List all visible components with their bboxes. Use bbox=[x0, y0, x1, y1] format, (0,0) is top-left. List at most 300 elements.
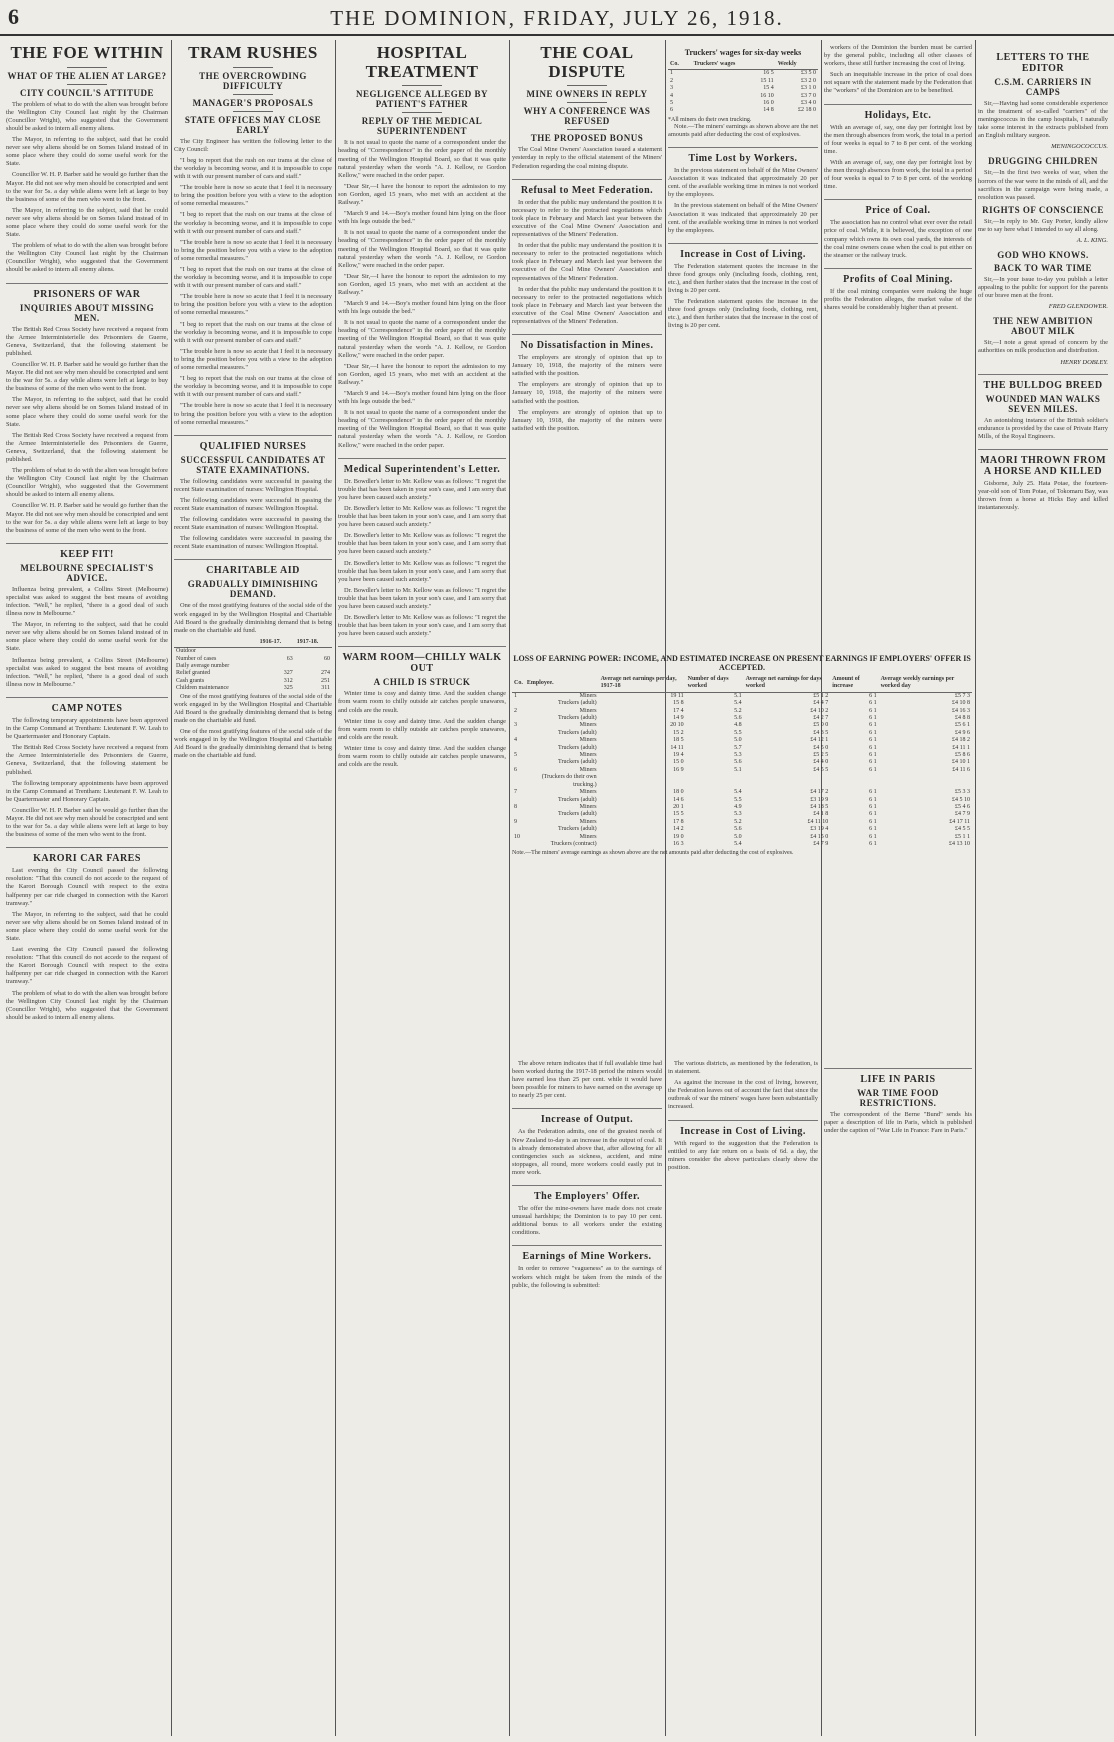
article-paragraph: "I beg to report that the rush on our trams at the close of the workday is becoming worse, and it is impossible to cope with it with our present number of cars and staff." bbox=[174, 375, 332, 399]
letter-title: C.S.M. CARRIERS IN CAMPS bbox=[994, 77, 1092, 97]
table-cell: 19 0 bbox=[673, 833, 684, 840]
article-paragraph: The problem of what to do with the alien was brought before the Wellington City Council last night by the Chairman (Councillor Wright), who suggested that the Government should be asked to intern all enemy aliens. bbox=[6, 100, 168, 132]
article-title: LIFE IN PARIS bbox=[824, 1068, 972, 1085]
table-cell bbox=[258, 663, 295, 670]
table-cell bbox=[258, 648, 295, 656]
section-title: LETTERS TO THE EDITOR bbox=[996, 52, 1090, 74]
table-header-cell: Weekly bbox=[776, 60, 818, 70]
article-title: CHARITABLE AID bbox=[174, 559, 332, 576]
table-cell: £3 1 0 bbox=[801, 85, 816, 92]
article-subtitle: INQUIRIES ABOUT MISSING MEN. bbox=[19, 302, 155, 323]
table-row bbox=[512, 722, 972, 729]
article-paragraph: The British Red Cross Society have received a request from the Armee Interministerielle des Prisonniers de Guerre, Geneva, Switzerland, that the following statement be published. bbox=[6, 744, 168, 776]
table-cell: £4 18 5 bbox=[810, 803, 829, 810]
table-cell: 18 0 bbox=[673, 789, 684, 796]
advertisement-text: Winter time is cosy and dainty time. And the sudden change from warm room to chilly outside air catches people unawares, and colds are the result. bbox=[338, 744, 506, 769]
table-cell: Truckers (adult) bbox=[558, 826, 597, 833]
table-cell: 5.1 bbox=[734, 766, 742, 773]
table-cell: 1 bbox=[514, 692, 517, 699]
table-cell: £4 13 10 bbox=[949, 840, 970, 847]
earnings-table-section bbox=[512, 650, 972, 1050]
table-header-cell: Co. bbox=[512, 675, 525, 692]
article-paragraph: It is not usual to quote the name of a correspondent under the heading of "Correspondence" in the order paper of the monthly meeting of the Wellington Hospital Board, so that it was quite natural yesterday when the words "A. J. Kellow, re Gordon Kellow," were reached in the order paper. bbox=[338, 319, 506, 359]
table-cell: 5.0 bbox=[734, 737, 742, 744]
table-cell: £5 4 6 bbox=[955, 803, 970, 810]
article-title: TRAM RUSHES bbox=[188, 44, 318, 62]
article-paragraph: Such an inequitable increase in the price of coal does not square with the statement made by the Federation that the "workers" of the Dominion are to be benefited. bbox=[824, 71, 972, 95]
table-row bbox=[512, 715, 972, 722]
table-cell: 6 bbox=[514, 766, 517, 773]
column-4 bbox=[512, 44, 662, 644]
divider bbox=[567, 85, 607, 86]
article-title: KARORI CAR FARES bbox=[6, 847, 168, 864]
article-paragraph: "I beg to report that the rush on our trams at the close of the workday is becoming worse, and it is impossible to cope with it with our present number of cars and staff." bbox=[174, 211, 332, 235]
table-row bbox=[174, 685, 332, 692]
article-paragraph: The following temporary appointments have been approved in the Camp Command at Trentham: Lieutenant F. W. Leah to be Quartermaster and Honorary Captain. bbox=[6, 779, 168, 803]
article-paragraph: "March 9 and 14.—Boy's mother found him lying on the floor with his legs outside the bed." bbox=[338, 210, 506, 226]
table-cell bbox=[512, 715, 525, 722]
table-cell: Miners bbox=[579, 692, 597, 699]
article-paragraph: The association has no control what ever over the retail price of coal. While, it is believed, the exception of one company which owns its own coal yards, the interests of the coal mine owners cease when the coal is put either on the steamer or the railway truck. bbox=[824, 219, 972, 259]
article-paragraph: The problem of what to do with the alien was brought before the Wellington City Council last night by the Chairman (Councillor Wright), who suggested that the Government should be asked to intern all enemy aliens. bbox=[6, 242, 168, 274]
table-cell: 6 1 bbox=[869, 840, 877, 847]
article-title: THE COAL DISPUTE bbox=[540, 44, 634, 81]
table-cell: £3 7 0 bbox=[801, 92, 816, 99]
table-cell: 5.6 bbox=[734, 715, 742, 722]
article-paragraph: The Federation statement quotes the increase in the three food groups only (including foods, clothing, rent, etc.), and then further states that the increase in the cost of living is 20 per cent. bbox=[668, 262, 818, 295]
table-cell: Truckers (adult) bbox=[558, 796, 597, 803]
article-paragraph: Influenza being prevalent, a Collins Street (Melbourne) specialist was asked to suggest the best means of avoiding infection. "Well," he replied, "there is a good deal of such illness now in Melbourne." bbox=[6, 656, 168, 688]
table-header-cell: 1917-18. bbox=[295, 638, 332, 648]
table-cell: £3 19 9 bbox=[810, 796, 829, 803]
table-cell: 274 bbox=[321, 670, 330, 677]
article-subtitle: STATE OFFICES MAY CLOSE EARLY bbox=[184, 114, 322, 135]
divider bbox=[233, 94, 273, 95]
table-cell: £5 8 6 bbox=[955, 752, 970, 759]
article-paragraph: Dr. Bowdler's letter to Mr. Kellow was as follows: "I regret the trouble that has been taken in your son's case, and I am sorry that you have been caused such anxiety." bbox=[338, 532, 506, 556]
table-header-cell: 1916-17. bbox=[258, 638, 295, 648]
table-cell: 10 bbox=[514, 833, 520, 840]
table-cell bbox=[599, 774, 686, 789]
divider bbox=[567, 102, 607, 103]
table-row bbox=[512, 745, 972, 752]
article-subtitle: CITY COUNCIL'S ATTITUDE bbox=[19, 87, 155, 98]
article-paragraph: Dr. Bowdler's letter to Mr. Kellow was as follows: "I regret the trouble that has been taken in your son's case, and I am sorry that you have been caused such anxiety." bbox=[338, 477, 506, 501]
table-cell: £4 2 7 bbox=[813, 715, 829, 722]
article-paragraph: "I beg to report that the rush on our trams at the close of the workday is becoming worse, and it is impossible to cope with it with our present number of cars and staff." bbox=[174, 156, 332, 181]
table-cell: £4 10 8 bbox=[952, 700, 970, 707]
article-paragraph: It is not usual to quote the name of a correspondent under the heading of "Correspondence" in the order paper of the monthly meeting of the Wellington Hospital Board, so that it was quite natural yesterday when the words "A. J. Kellow, re Gordon Kellow," were reached in the order paper. bbox=[338, 139, 506, 179]
article-paragraph: One of the most gratifying features of the social side of the work engaged in by the Wellington Hospital and Charitable Aid Board is the gradually diminishing demand that is being made on the charitable aid fund. bbox=[174, 602, 332, 634]
table-cell: 6 1 bbox=[869, 803, 877, 810]
table-cell: 325 bbox=[283, 685, 293, 692]
table-cell: 6 1 bbox=[869, 700, 877, 707]
table-cell: Truckers (adult) bbox=[558, 729, 597, 736]
table-cell bbox=[295, 648, 332, 656]
table-header-cell: Co. bbox=[668, 60, 692, 70]
article-subhead: Time Lost by Workers. bbox=[668, 147, 818, 164]
article-title: PRISONERS OF WAR bbox=[6, 283, 168, 300]
table-cell: 17 8 bbox=[673, 818, 684, 825]
table-cell: 6 1 bbox=[869, 692, 877, 699]
article-paragraph: The offer the mine-owners have made does not create unusual hardships; the Dominion is to pay 10 per cent. additional bonus to all workers under the existing conditions. bbox=[512, 1205, 662, 1237]
table-cell: Outdoor bbox=[176, 648, 196, 655]
table-cell: 5.6 bbox=[734, 759, 742, 766]
article-subhead: The Employers' Offer. bbox=[512, 1185, 662, 1202]
earnings-table bbox=[512, 675, 972, 848]
letter-signature: A. L. KING. bbox=[1076, 237, 1108, 245]
article-subhead: Increase in Cost of Living. bbox=[668, 1120, 818, 1137]
article-paragraph: "The trouble here is now so acute that I feel it is necessary to bring the position before you with a view to the adoption of some remedial measures." bbox=[174, 293, 332, 317]
article-subtitle: REPLY OF THE MEDICAL SUPERINTENDENT bbox=[361, 116, 483, 137]
article-paragraph: workers of the Dominion the burden must be carried by the general public, including all other classes of workers, these still further increasing the cost of living. bbox=[824, 44, 972, 68]
table-cell: £4 17 2 bbox=[810, 789, 829, 796]
table-cell: 4.8 bbox=[734, 722, 742, 729]
advertisement-text: Winter time is cosy and dainty time. And the sudden change from warm room to chilly outside air catches people unawares, and colds are the result. bbox=[338, 690, 506, 714]
table-cell: 5.2 bbox=[734, 707, 742, 714]
table-cell: 19 11 bbox=[670, 692, 684, 699]
table-cell: 5.5 bbox=[734, 729, 742, 736]
table-cell: Cash grants bbox=[176, 677, 205, 684]
table-cell: 3 bbox=[514, 722, 517, 729]
table-cell: 14 2 bbox=[673, 826, 684, 833]
article-paragraph: In the previous statement on behalf of the Mine Owners' Association it was indicated that approximately 20 per cent. of the available working time in mines is not worked by the employees. bbox=[668, 202, 818, 234]
divider bbox=[67, 84, 107, 85]
article-subtitle: WHY A CONFERENCE WAS REFUSED bbox=[523, 106, 651, 127]
article-paragraph: Last evening the City Council passed the following resolution: "That this council do not accede to the request of the Karori Borough Council with respect to the extra halfpenny per car ride charged in connection with the Karori tramway." bbox=[6, 867, 168, 907]
table-header-cell bbox=[174, 638, 258, 648]
article-paragraph: Note.—The miners' earnings as shown above are the net amounts paid after deducting the cost of explosives. bbox=[668, 122, 818, 138]
article-paragraph: "The trouble here is now so acute that I feel it is necessary to bring the position before you with a view to the adoption of some remedial measures." bbox=[174, 402, 332, 426]
article-paragraph: "Dear Sir,—I have the honour to report the admission to my son Gordon, aged 15 years, who met with an accident at the Railway." bbox=[338, 182, 506, 207]
table-cell bbox=[512, 841, 525, 848]
article-paragraph: "March 9 and 14.—Boy's mother found him lying on the floor with his legs outside the bed." bbox=[338, 300, 506, 316]
article-paragraph: As against the increase in the cost of living, however, the Federation leaves out of account the fact that since the outbreak of war the miners' wages have been substantially increased. bbox=[668, 1079, 818, 1111]
table-cell: 20 1 bbox=[673, 803, 684, 810]
table-row bbox=[512, 834, 972, 841]
table-cell: 5.4 bbox=[734, 789, 742, 796]
table-row bbox=[174, 648, 332, 656]
table-cell: £4 10 2 bbox=[810, 707, 829, 714]
table-cell: Children maintenance bbox=[176, 685, 229, 692]
table-row bbox=[668, 70, 818, 78]
table-cell: £4 4 0 bbox=[813, 759, 829, 766]
article-subtitle: WOUNDED MAN WALKS SEVEN MILES. bbox=[985, 393, 1101, 414]
letter-signature: HENRY DOBLEY. bbox=[1060, 358, 1108, 366]
article-subtitle: THE OVERCROWDING DIFFICULTY bbox=[199, 70, 307, 91]
table-cell: 6 1 bbox=[869, 707, 877, 714]
table-cell: £4 10 1 bbox=[952, 759, 970, 766]
table-row bbox=[512, 811, 972, 818]
table-row bbox=[512, 759, 972, 766]
table-cell: 312 bbox=[283, 677, 293, 684]
article-subhead: Holidays, Etc. bbox=[824, 104, 972, 121]
table-cell: £5 3 3 bbox=[955, 789, 970, 796]
article-paragraph: The employers are strongly of opinion that up to January 10, 1918, the majority of the miners were satisfied with the position. bbox=[512, 354, 662, 378]
table-cell: Truckers (adult) bbox=[558, 715, 597, 722]
table-cell: 5.4 bbox=[734, 840, 742, 847]
column-rule bbox=[975, 40, 976, 1736]
article-paragraph: The following candidates were successful in passing the recent State examination of nurses: Wellington Hospital. bbox=[174, 516, 332, 532]
article-paragraph: "I beg to report that the rush on our trams at the close of the workday is becoming worse, and it is impossible to cope with it with our present number of cars and staff." bbox=[174, 320, 332, 344]
article-paragraph: Dr. Bowdler's letter to Mr. Kellow was as follows: "I regret the trouble that has been taken in your son's case, and I am sorry that you have been caused such anxiety." bbox=[338, 614, 506, 638]
table-cell bbox=[512, 759, 525, 766]
article-paragraph: The employers are strongly of opinion that up to January 10, 1918, the majority of the miners were satisfied with the position. bbox=[512, 381, 662, 405]
table-cell: 3 bbox=[670, 85, 673, 92]
table-title: LOSS OF EARNING POWER: INCOME, AND ESTIMATED INCREASE ON PRESENT EARNINGS IF EMPLOYERS' OFFER IS ACCEPTED. bbox=[513, 654, 971, 672]
table-cell: 6 1 bbox=[869, 826, 877, 833]
table-cell: 6 1 bbox=[869, 818, 877, 825]
table-cell: Miners bbox=[579, 833, 597, 840]
life-in-paris-article bbox=[824, 1060, 972, 1736]
table-cell: £4 9 6 bbox=[955, 729, 970, 736]
table-cell: Truckers (contract) bbox=[550, 840, 597, 847]
article-subhead: Earnings of Mine Workers. bbox=[512, 1245, 662, 1262]
article-paragraph: It is not usual to quote the name of a correspondent under the heading of "Correspondence" in the order paper of the monthly meeting of the Wellington Hospital Board, so that it was quite natural yesterday when the words "A. J. Kellow, re Gordon Kellow," were reached in the order paper. bbox=[338, 229, 506, 269]
article-subhead: Price of Coal. bbox=[824, 199, 972, 216]
divider bbox=[567, 129, 607, 130]
masthead bbox=[0, 0, 1114, 36]
article-subhead: Medical Superintendent's Letter. bbox=[338, 458, 506, 475]
table-cell: 5 bbox=[514, 752, 517, 759]
table-cell: 6 1 bbox=[869, 729, 877, 736]
article-paragraph: The problem of what to do with the alien was brought before the Wellington City Council last night by the Chairman (Councillor Wright), who suggested that the Government should be asked to intern all enemy aliens. bbox=[6, 467, 168, 499]
table-cell: 16 9 bbox=[673, 766, 684, 773]
article-paragraph: The above return indicates that if full available time had been worked during the 1917-18 period the miners would have earned less than 25 per cent. while it would have been possible for miners to have earned on the average up to nearly 25 per cent. bbox=[512, 1060, 662, 1100]
table-note: *All miners do their own trucking. bbox=[668, 116, 752, 123]
table-row bbox=[512, 730, 972, 737]
table-cell: 5.6 bbox=[734, 826, 742, 833]
article-paragraph: The Federation statement quotes the increase in the three food groups only (including foods, clothing, rent, etc.), and then further states that the increase in the cost of living is 20 per cent. bbox=[668, 298, 818, 330]
table-cell: £4 12 1 bbox=[810, 737, 829, 744]
article-paragraph: Influenza being prevalent, a Collins Street (Melbourne) specialist was asked to suggest the best means of avoiding infection. "Well," he replied, "there is a good deal of such illness now in Melbourne." bbox=[6, 585, 168, 618]
table-cell: 20 10 bbox=[670, 722, 684, 729]
article-title: MAORI THROWN FROM A HORSE AND KILLED bbox=[978, 449, 1108, 477]
table-cell: 5.7 bbox=[734, 744, 742, 751]
article-paragraph: "March 9 and 14.—Boy's mother found him lying on the floor with his legs outside the bed." bbox=[338, 390, 506, 406]
table-cell: 2 bbox=[670, 77, 673, 84]
table-row bbox=[668, 107, 818, 114]
table-cell: 6 1 bbox=[869, 715, 877, 722]
article-paragraph: Dr. Bowdler's letter to Mr. Kellow was as follows: "I regret the trouble that has been taken in your son's case, and I am sorry that you have been caused such anxiety." bbox=[338, 504, 506, 529]
table-cell: £4 11 6 bbox=[952, 766, 970, 773]
table-cell: £4 5 10 bbox=[952, 796, 970, 803]
table-cell: 16 5 bbox=[763, 70, 774, 77]
table-cell: 5.4 bbox=[734, 700, 742, 707]
table-cell: 6 1 bbox=[869, 796, 877, 803]
article-paragraph: The correspondent of the Berne "Bund" sends his paper a description of life in Paris, which is published under the caption of "War Life in France: Fare in Paris." bbox=[824, 1111, 972, 1135]
letter-title: RIGHTS OF CONSCIENCE bbox=[982, 204, 1104, 215]
article-paragraph: The Coal Mine Owners' Association issued a statement yesterday in reply to the official statement of the Miners' Federation regarding the coal mining dispute. bbox=[512, 146, 662, 170]
article-paragraph: The City Engineer has written the following letter to the City Council: bbox=[174, 137, 332, 153]
article-paragraph: An astonishing instance of the British soldier's endurance is provided by the case of Private Harry Mills, of the Royal Engineers. bbox=[978, 416, 1108, 440]
article-paragraph: The Mayor, in referring to the subject, said that he could never see why aliens should be on Somes Island instead of in some place where they could do some useful work for the State. bbox=[6, 396, 168, 428]
table-title: Truckers' wages for six-day weeks bbox=[684, 48, 802, 57]
table-cell: 6 1 bbox=[869, 811, 877, 818]
article-paragraph: The British Red Cross Society have received a request from the Armee Interministerielle des Prisonniers de Guerre, Geneva, Switzerland, that the following statement be published. bbox=[6, 325, 168, 357]
table-cell: Daily average number bbox=[176, 663, 230, 670]
table-row bbox=[512, 774, 972, 789]
table-cell: 6 1 bbox=[869, 789, 877, 796]
table-cell: 5.3 bbox=[734, 811, 742, 818]
table-cell: £4 15 0 bbox=[810, 833, 829, 840]
table-cell: 14 8 bbox=[763, 107, 774, 114]
article-paragraph: Councillor W. H. P. Barber said he would go further than the Mayor. He did not see why men should be conscripted and sent to the war for 5s. a day while aliens were left at large to buy the business of some of the men who went to the front. bbox=[6, 360, 168, 393]
article-paragraph: The following candidates were successful in passing the recent State examination of nurses: Wellington Hospital. bbox=[174, 535, 332, 551]
table-cell: £4 8 8 bbox=[955, 715, 970, 722]
letter-title: GOD WHO KNOWS. bbox=[997, 250, 1089, 261]
table-cell: 5.5 bbox=[734, 796, 742, 803]
table-cell: £4 5 5 bbox=[955, 826, 970, 833]
table-cell: 16 3 bbox=[673, 840, 684, 847]
table-header-cell: Amount of increase bbox=[830, 675, 878, 692]
table-note: Note.—The miners' average earnings as shown above are the net amounts paid after deducting the cost of explosives. bbox=[512, 850, 794, 857]
table-cell: 6 1 bbox=[869, 759, 877, 766]
table-cell bbox=[512, 745, 525, 752]
table-cell: 6 1 bbox=[869, 766, 877, 773]
table-header-cell: Employee. bbox=[525, 675, 599, 692]
article-paragraph: The employers are strongly of opinion that up to January 10, 1918, the majority of the miners were satisfied with the position. bbox=[512, 408, 662, 432]
article-title: HOSPITAL TREATMENT bbox=[365, 44, 479, 81]
column-rule bbox=[509, 40, 510, 1736]
column-rule bbox=[171, 40, 172, 1736]
table-cell: 1 bbox=[670, 70, 673, 77]
article-subtitle: NEGLIGENCE ALLEGED BY PATIENT'S FATHER bbox=[355, 89, 489, 110]
table-cell: £4 5 0 bbox=[813, 744, 829, 751]
table-cell: 15 2 bbox=[673, 729, 684, 736]
article-paragraph: In order that the public may understand the position it is necessary to refer to the protracted negotiations which took place in February and March last year between the executive of the Coal Mine Owners' Association and representatives of the Miners' Federation. bbox=[512, 198, 662, 239]
table-cell: Relief granted bbox=[176, 670, 211, 677]
table-cell: 60 bbox=[324, 655, 330, 662]
article-paragraph: Last evening the City Council passed the following resolution: "That this council do not accede to the request of the Karori Borough Council with respect to the extra halfpenny per car ride charged in connection with the Karori tramway." bbox=[6, 946, 168, 986]
article-paragraph: The Mayor, in referring to the subject, said that he could never see why aliens should be on Somes Island instead of in some place where they could do some useful work for the State. bbox=[6, 206, 168, 239]
article-paragraph: One of the most gratifying features of the social side of the work engaged in by the Wellington Hospital and Charitable Aid Board is the gradually diminishing demand that is being made on the charitable aid fund. bbox=[174, 728, 332, 760]
column-1 bbox=[6, 44, 168, 1736]
column-7-letters bbox=[978, 44, 1108, 1736]
article-paragraph: Gisborne, July 25. Hata Potae, the fourteen-year-old son of Tom Potae, of Tokomaru Bay, was thrown from a horse at Hicks Bay and killed instantaneously. bbox=[978, 479, 1108, 512]
letter-signature: MENINGOCOCCUS. bbox=[1051, 143, 1108, 151]
table-cell bbox=[879, 774, 972, 789]
table-row bbox=[174, 670, 332, 677]
article-paragraph: In order to remove "vagueness" as to the earnings of workers which might be taken from the minds of the public, the following is submitted: bbox=[512, 1265, 662, 1289]
article-subhead: Increase of Output. bbox=[512, 1108, 662, 1125]
article-subtitle: MINE OWNERS IN REPLY bbox=[526, 89, 648, 100]
table-cell: Miners bbox=[579, 818, 597, 825]
article-paragraph: In order that the public may understand the position it is necessary to refer to the protracted negotiations which took place in February and March last year between the executive of the Coal Mine Owners' Association and representatives of the Miners' Federation. bbox=[512, 285, 662, 325]
letter-title: BACK TO WAR TIME bbox=[993, 263, 1093, 274]
page-number: 6 bbox=[8, 4, 19, 29]
article-paragraph: In the previous statement on behalf of the Mine Owners' Association it was indicated that approximately 20 per cent. of the available working time in mines is not worked by the employees. bbox=[668, 167, 818, 199]
table-cell: (Truckers do their own trucking.) bbox=[541, 774, 597, 788]
table-cell: 15 11 bbox=[760, 77, 774, 84]
table-row bbox=[512, 700, 972, 707]
table-cell: Miners bbox=[579, 766, 597, 773]
advertisement-title: WARM ROOM—CHILLY WALK OUT bbox=[338, 646, 506, 674]
divider bbox=[233, 67, 273, 68]
article-subhead: No Dissatisfaction in Mines. bbox=[512, 334, 662, 351]
article-paragraph: The Mayor, in referring to the subject, said that he could never see why aliens should be on Somes Island instead of in some place where they could do some useful work for the State. bbox=[6, 621, 168, 653]
article-title: QUALIFIED NURSES bbox=[174, 435, 332, 452]
article-title: KEEP FIT! bbox=[6, 543, 168, 560]
table-cell: £4 7 9 bbox=[813, 840, 829, 847]
table-cell: Miners bbox=[579, 752, 597, 759]
table-cell bbox=[512, 811, 525, 818]
newspaper-title: THE DOMINION, FRIDAY, JULY 26, 1918. bbox=[330, 6, 784, 30]
article-subtitle: MANAGER'S PROPOSALS bbox=[192, 97, 314, 108]
table-cell: 251 bbox=[321, 677, 330, 684]
table-cell: £3 5 0 bbox=[801, 70, 816, 77]
table-cell: £4 11 10 bbox=[807, 818, 829, 825]
article-subhead: Profits of Coal Mining. bbox=[824, 268, 972, 285]
article-paragraph: "The trouble here is now so acute that I feel it is necessary to bring the position before you with a view to the adoption of some remedial measures." bbox=[174, 184, 332, 208]
table-row bbox=[174, 678, 332, 685]
article-paragraph: Councillor W. H. P. Barber said he would go further than the Mayor. He did not see why men should be conscripted and sent to the war for 5s. a day while aliens were left at large to buy the business of some of the men who went to the front. bbox=[6, 806, 168, 839]
article-paragraph: In order that the public may understand the position it is necessary to refer to the protracted negotiations which took place in February and March last year between the executive of the Coal Mine Owners' Association and representatives of the Miners' Federation. bbox=[512, 242, 662, 282]
divider bbox=[233, 111, 273, 112]
article-title: THE FOE WITHIN bbox=[10, 44, 164, 62]
table-cell: Truckers (adult) bbox=[558, 759, 597, 766]
article-paragraph: "I beg to report that the rush on our trams at the close of the workday is becoming worse, and it is impossible to cope with it with our present number of cars and staff." bbox=[174, 266, 332, 290]
table-cell: 5.0 bbox=[734, 833, 742, 840]
table-cell: 4 bbox=[514, 737, 517, 744]
article-title: THE BULLDOG BREED bbox=[978, 374, 1108, 391]
table-cell bbox=[512, 826, 525, 833]
table-cell: £4 7 9 bbox=[955, 811, 970, 818]
column-2 bbox=[174, 44, 332, 1736]
table-cell: £5 2 5 bbox=[813, 752, 829, 759]
article-paragraph: With an average of, say, one day per fortnight lost by the men through absences from work, the total in a period of four weeks is equal to 7 to 8 per cent. of the working time. bbox=[824, 158, 972, 191]
table-cell: 14 9 bbox=[673, 715, 684, 722]
article-subtitle: THE PROPOSED BONUS bbox=[530, 133, 644, 144]
article-paragraph: The problem of what to do with the alien was brought before the Wellington City Council last night by the Chairman (Councillor Wright), who suggested that the Government should be asked to intern all enemy aliens. bbox=[6, 989, 168, 1021]
table-cell: Truckers (adult) bbox=[558, 744, 597, 751]
table-row bbox=[668, 93, 818, 100]
table-cell: Miners bbox=[579, 803, 597, 810]
table-cell: 6 1 bbox=[869, 833, 877, 840]
article-subtitle: WAR TIME FOOD RESTRICTIONS. bbox=[857, 1088, 939, 1108]
column-5 bbox=[668, 44, 818, 644]
table-cell: 14 11 bbox=[670, 744, 684, 751]
article-paragraph: With an average of, say, one day per fortnight lost by the men through absences from work, the total in a period of four weeks is equal to 7 to 8 per cent. of the working time. bbox=[824, 123, 972, 155]
table-cell: 4.9 bbox=[734, 803, 742, 810]
divider bbox=[67, 67, 107, 68]
table-cell: 7 bbox=[514, 789, 517, 796]
table-cell bbox=[512, 774, 525, 789]
article-subtitle: WHAT OF THE ALIEN AT LARGE? bbox=[7, 70, 167, 81]
table-cell: 15 4 bbox=[763, 85, 774, 92]
table-row bbox=[668, 78, 818, 85]
table-cell: £5 1 2 bbox=[813, 692, 829, 699]
table-cell: £3 19 4 bbox=[810, 826, 829, 833]
table-row bbox=[512, 789, 972, 796]
table-row bbox=[174, 656, 332, 663]
table-cell: 63 bbox=[286, 655, 293, 662]
advertisement-subtitle: A CHILD IS STRUCK bbox=[373, 677, 471, 688]
article-paragraph: "Dear Sir,—I have the honour to report the admission to my son Gordon, aged 15 years, who met with an accident at the Railway." bbox=[338, 362, 506, 386]
table-cell: 5.1 bbox=[734, 692, 742, 699]
table-cell: 8 bbox=[514, 803, 517, 810]
table-cell bbox=[512, 700, 525, 707]
table-header-cell: Average weekly earnings per worked day bbox=[879, 675, 972, 692]
table-row bbox=[668, 85, 818, 92]
table-cell: Miners bbox=[579, 707, 597, 714]
table-cell: 16 10 bbox=[760, 92, 774, 99]
table-cell: Truckers (adult) bbox=[558, 700, 597, 707]
table-header-cell: Truckers' wages bbox=[692, 60, 776, 70]
table-cell bbox=[686, 774, 744, 789]
charitable-aid-table bbox=[174, 638, 332, 693]
table-cell: £5 7 3 bbox=[955, 692, 970, 699]
